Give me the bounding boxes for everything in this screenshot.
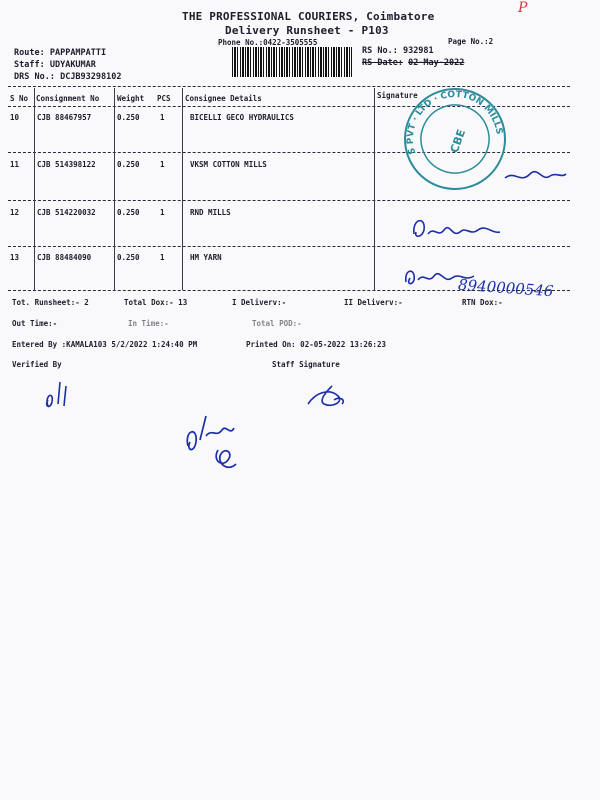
row-pcs: 1 — [160, 208, 165, 217]
route-line — [14, 48, 106, 58]
row-sno: 10 — [10, 113, 20, 122]
tot-runsheet: Tot. Runsheet:- 2 — [12, 298, 89, 307]
verified-by-signature — [40, 376, 80, 416]
runsheet-title: Delivery Runsheet - P103 — [225, 24, 389, 37]
stamp-ring-text: S PVT · LTD · COTTON MILLS — [405, 89, 504, 156]
total-dox: Total Dox:- 13 — [124, 298, 188, 307]
out-time: Out Time:- — [12, 319, 58, 328]
company-stamp — [400, 84, 510, 194]
row-pcs: 1 — [160, 253, 165, 262]
row-consignee: VKSM COTTON MILLS — [190, 160, 267, 169]
supervisor-signature — [178, 406, 248, 476]
header-pcs: PCS — [157, 94, 171, 103]
rtn-dox: RTN Dox:- — [462, 298, 503, 307]
printed-on: Printed On: 02-05-2022 13:26:23 — [246, 340, 386, 349]
rs-no-label: RS No.: — [362, 46, 398, 56]
entered-by: Entered By :KAMALA103 5/2/2022 1:24:40 PM — [12, 340, 198, 349]
row-sno: 13 — [10, 253, 20, 262]
barcode — [232, 47, 352, 77]
rs-no-value: 932981 — [402, 46, 434, 56]
row-pcs: 1 — [160, 160, 165, 169]
rs-date-value: 02-May-2022 — [408, 58, 465, 68]
col-divider-3 — [182, 88, 183, 290]
total-pod: Total POD:- — [252, 319, 302, 328]
staff-signature — [302, 382, 352, 412]
route-value: PAPPAMPATTI — [49, 48, 107, 58]
drs-value: DCJB93298102 — [60, 72, 122, 82]
header-sno: S No — [10, 94, 29, 103]
row-consignment: CJB 88484090 — [37, 253, 92, 262]
col-divider-2 — [114, 88, 115, 290]
svg-text:S PVT · LTD · COTTON MILLS — [400, 84, 505, 167]
col-divider-4 — [374, 88, 375, 290]
header-weight: Weight — [117, 94, 145, 103]
staff-signature-label: Staff Signature — [272, 360, 340, 369]
i-delivery: I Deliverv:- — [232, 298, 287, 307]
row-weight: 0.250 — [117, 113, 140, 122]
rs-date-label: RS Date: — [362, 58, 403, 68]
row-weight: 0.250 — [117, 208, 140, 217]
row-sno: 11 — [10, 160, 20, 169]
page-number: Page No.:2 — [448, 37, 494, 46]
row-consignee: RND MILLS — [190, 208, 231, 217]
company-title: THE PROFESSIONAL COURIERS, Coimbatore — [182, 10, 435, 23]
staff-line — [14, 60, 96, 70]
row-weight: 0.250 — [117, 253, 140, 262]
header-signature: Signature — [377, 91, 418, 100]
verified-by-label: Verified By — [12, 360, 62, 369]
drs-label: DRS No.: — [14, 72, 55, 82]
row-pcs: 1 — [160, 113, 165, 122]
row-weight: 0.250 — [117, 160, 140, 169]
route-label: Route: — [14, 48, 45, 58]
row-consignment: CJB 514398122 — [37, 160, 96, 169]
row-rule-2 — [8, 200, 570, 201]
row-consignee: BICELLI GECO HYDRAULICS — [190, 113, 294, 122]
col-divider-1 — [34, 88, 35, 290]
staff-value: UDYAKUMAR — [49, 60, 96, 70]
row-consignee: HM YARN — [190, 253, 222, 262]
handwritten-phone: 8940000546 — [457, 275, 554, 301]
rs-no-line — [362, 46, 434, 56]
ii-delivery: II Deliverv:- — [344, 298, 403, 307]
header-consignment: Consignment No — [36, 94, 100, 103]
corner-mark: P — [518, 0, 528, 16]
drs-line — [14, 72, 122, 82]
in-time: In Time:- — [128, 319, 169, 328]
header-consignee: Consignee Details — [185, 94, 262, 103]
row-consignment: CJB 514220032 — [37, 208, 96, 217]
signature-row-2 — [500, 160, 570, 190]
row-sno: 12 — [10, 208, 20, 217]
phone-number: Phone No.:0422-3505555 — [218, 38, 318, 47]
signature-row-3 — [408, 212, 508, 247]
stamp-inner-text: CBE — [447, 127, 469, 155]
staff-label: Staff: — [14, 60, 45, 70]
row-consignment: CJB 88467957 — [37, 113, 92, 122]
rs-date-line — [362, 58, 464, 68]
